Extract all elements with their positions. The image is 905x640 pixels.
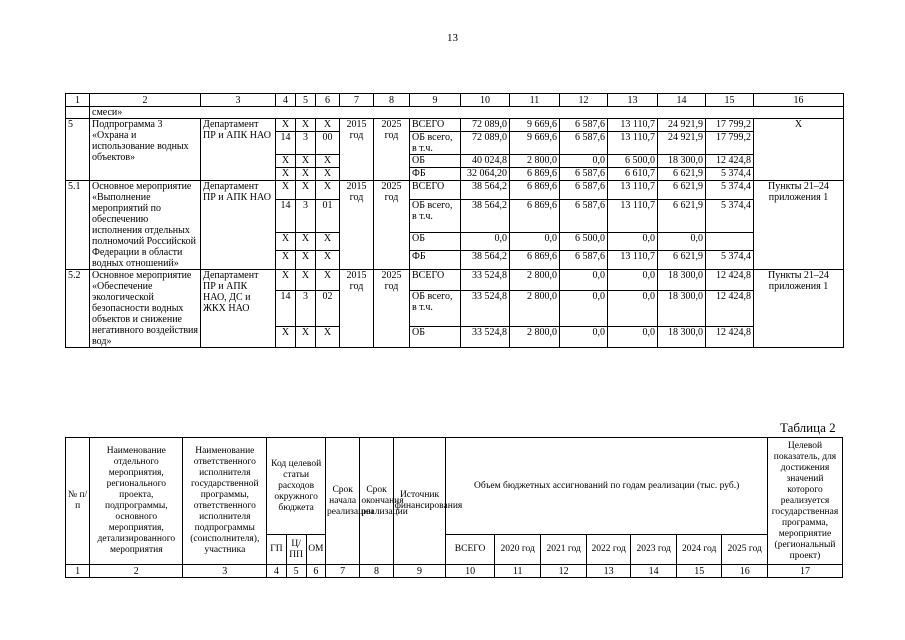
budget-value: 2 800,0 [510,327,560,348]
row-number: 5.1 [66,181,90,270]
column-number: 13 [586,565,631,578]
budget-value: 6 587,6 [560,181,608,200]
column-number: 9 [410,94,461,107]
code-gp: Х [276,232,296,251]
funding-source: ВСЕГО [410,119,461,132]
column-number: 4 [267,565,286,578]
start-year: 2015 год [340,181,374,270]
budget-value: 0,0 [560,270,608,291]
column-number: 5 [286,565,306,578]
table-2-header [65,437,843,578]
budget-value: 6 610,7 [608,168,658,181]
code-om: Х [316,270,340,291]
table-row [66,119,844,132]
budget-value: 13 110,7 [608,181,658,200]
budget-table [65,93,844,348]
budget-value: 38 564,2 [461,181,510,200]
budget-value: 12 424,8 [706,155,754,168]
table-row [66,270,844,291]
budget-value: 13 110,7 [608,199,658,232]
row-number: 5.2 [66,270,90,348]
funding-source: ВСЕГО [410,270,461,291]
col-target-header: Целевой показатель, для достижения значений которого реализуется государственная программа, мероприятие (региональный проект) [767,438,842,565]
column-number: 7 [340,94,374,107]
budget-value: 0,0 [510,232,560,251]
budget-value: 33 524,8 [461,327,510,348]
row-number: 5 [66,119,90,181]
column-number: 6 [306,565,325,578]
code-gp: 14 [276,290,296,327]
funding-source: ВСЕГО [410,181,461,200]
col-total-header: ВСЕГО [446,535,495,565]
code-gp: 14 [276,132,296,155]
column-number: 14 [631,565,677,578]
column-number: 12 [541,565,587,578]
budget-value: 6 587,6 [560,199,608,232]
column-number: 12 [560,94,608,107]
funding-source: ОБ [410,232,461,251]
budget-value: 33 524,8 [461,270,510,291]
budget-value: 13 110,7 [608,119,658,132]
col-volume-header: Объем бюджетных ассигнований по годам реализации (тыс. руб.) [446,438,768,535]
table-row [66,181,844,200]
column-number: 15 [676,565,722,578]
empty-cell [66,107,90,119]
budget-value: 12 424,8 [706,290,754,327]
budget-value: 32 064,20 [461,168,510,181]
code-gp: Х [276,251,296,270]
table2-caption: Таблица 2 [780,420,836,435]
col-gp-header: ГП [267,535,286,565]
code-om: Х [316,251,340,270]
code-cpp: Х [296,181,316,200]
code-cpp: 3 [296,132,316,155]
code-gp: Х [276,168,296,181]
budget-value: 0,0 [608,290,658,327]
start-year: 2015 год [340,119,374,181]
measure-name: Основное мероприятие «Выполнение мероприятий по обеспечению исполнения отдельных полномочий Российской Федерации в области водных отношений» [90,181,201,270]
col-executor-header: Наименование ответственного исполнителя государственной программы, ответственного исполнителя подпрограммы (соисполнителя), участника [183,438,267,565]
code-om: 00 [316,132,340,155]
code-cpp: Х [296,168,316,181]
column-number: 4 [276,94,296,107]
end-year: 2025 год [374,119,410,181]
budget-value: 0,0 [608,270,658,291]
budget-value: 13 110,7 [608,251,658,270]
column-number: 1 [66,94,90,107]
column-number: 15 [706,94,754,107]
column-number: 1 [66,565,90,578]
budget-value: 6 587,6 [560,251,608,270]
budget-value: 38 564,2 [461,251,510,270]
column-number: 5 [296,94,316,107]
budget-value: 18 300,0 [658,270,706,291]
executor: Департамент ПР и АПК НАО, ДС и ЖКХ НАО [201,270,276,348]
funding-source: ФБ [410,168,461,181]
start-year: 2015 год [340,270,374,348]
column-number: 9 [393,565,446,578]
column-number: 7 [325,565,359,578]
budget-value [706,232,754,251]
budget-value: 24 921,9 [658,132,706,155]
code-om: Х [316,181,340,200]
code-om: 02 [316,290,340,327]
budget-value: 6 869,6 [510,251,560,270]
column-number: 17 [767,565,842,578]
measure-name: Подпрограмма 3 «Охрана и использование водных объектов» [90,119,201,181]
column-number: 2 [90,94,201,107]
target-reference: Пункты 21–24 приложения 1 [754,181,844,270]
budget-value: 6 500,0 [560,232,608,251]
page-number: 13 [447,32,458,44]
budget-value: 9 669,6 [510,132,560,155]
column-number: 3 [201,94,276,107]
budget-value: 5 374,4 [706,181,754,200]
column-number: 8 [360,565,393,578]
budget-value: 6 587,6 [560,168,608,181]
column-number: 10 [461,94,510,107]
budget-value: 12 424,8 [706,327,754,348]
funding-source: ОБ [410,327,461,348]
column-number: 16 [754,94,844,107]
funding-source: ОБ [410,155,461,168]
column-number: 16 [722,565,768,578]
col-year-header: 2025 год [722,535,768,565]
budget-value: 0,0 [560,155,608,168]
code-om: Х [316,232,340,251]
col-cpp-header: Ц/ПП [286,535,306,565]
budget-value: 5 374,4 [706,168,754,181]
budget-value: 72 089,0 [461,119,510,132]
col-num-header: № п/п [66,438,90,565]
budget-value: 9 669,6 [510,119,560,132]
code-gp: Х [276,270,296,291]
budget-value: 13 110,7 [608,132,658,155]
budget-value: 6 500,0 [608,155,658,168]
column-number: 13 [608,94,658,107]
continuation-text: смеси» [90,107,844,119]
col-start-header: Срок начала реализации [325,438,359,565]
code-om: Х [316,168,340,181]
code-cpp: Х [296,119,316,132]
budget-value: 24 921,9 [658,119,706,132]
funding-source: ФБ [410,251,461,270]
col-source-header: Источник финансирования [393,438,446,565]
code-om: Х [316,327,340,348]
budget-value: 72 089,0 [461,132,510,155]
code-gp: Х [276,119,296,132]
code-cpp: 3 [296,199,316,232]
budget-value: 18 300,0 [658,327,706,348]
col-year-header: 2024 год [676,535,722,565]
budget-value: 5 374,4 [706,199,754,232]
col-name-header: Наименование отдельного мероприятия, регионального проекта, подпрограммы, основного мероприятия, детализированного мероприятия [90,438,183,565]
budget-value: 17 799,2 [706,132,754,155]
code-cpp: Х [296,232,316,251]
executor: Департамент ПР и АПК НАО [201,119,276,181]
col-year-header: 2023 год [631,535,677,565]
column-number: 14 [658,94,706,107]
budget-value: 6 587,6 [560,119,608,132]
budget-value: 0,0 [560,327,608,348]
code-cpp: 3 [296,290,316,327]
col-year-header: 2021 год [541,535,587,565]
funding-source: ОБ всего, в т.ч. [410,132,461,155]
funding-source: ОБ всего, в т.ч. [410,290,461,327]
code-cpp: Х [296,327,316,348]
budget-value: 5 374,4 [706,251,754,270]
budget-value: 0,0 [658,232,706,251]
budget-value: 6 621,9 [658,181,706,200]
code-cpp: Х [296,270,316,291]
budget-value: 18 300,0 [658,290,706,327]
col-year-header: 2020 год [494,535,541,565]
end-year: 2025 год [374,270,410,348]
col-end-header: Срок окончания реализации [360,438,393,565]
budget-value: 2 800,0 [510,290,560,327]
code-gp: Х [276,155,296,168]
budget-value: 6 587,6 [560,132,608,155]
budget-value: 6 869,6 [510,168,560,181]
continuation-row [66,107,844,119]
code-gp: 14 [276,199,296,232]
col-year-header: 2022 год [586,535,631,565]
column-number-row [66,94,844,107]
target-reference: Х [754,119,844,181]
budget-value: 6 621,9 [658,168,706,181]
target-reference: Пункты 21–24 приложения 1 [754,270,844,348]
column-number: 11 [494,565,541,578]
code-om: 01 [316,199,340,232]
code-gp: Х [276,181,296,200]
budget-value: 40 024,8 [461,155,510,168]
budget-value: 0,0 [608,232,658,251]
code-om: Х [316,119,340,132]
column-number: 10 [446,565,495,578]
budget-value: 17 799,2 [706,119,754,132]
budget-value: 2 800,0 [510,270,560,291]
budget-value: 0,0 [461,232,510,251]
code-om: Х [316,155,340,168]
code-cpp: Х [296,155,316,168]
column-number: 6 [316,94,340,107]
column-number: 8 [374,94,410,107]
budget-value: 0,0 [560,290,608,327]
budget-value: 38 564,2 [461,199,510,232]
budget-value: 6 869,6 [510,199,560,232]
column-number: 11 [510,94,560,107]
budget-value: 6 869,6 [510,181,560,200]
code-gp: Х [276,327,296,348]
budget-value: 0,0 [608,327,658,348]
code-cpp: Х [296,251,316,270]
col-code-header: Код целевой статьи расходов окружного бюджета [267,438,326,535]
budget-value: 6 621,9 [658,199,706,232]
funding-source: ОБ всего, в т.ч. [410,199,461,232]
budget-value: 18 300,0 [658,155,706,168]
end-year: 2025 год [374,181,410,270]
column-number: 2 [90,565,183,578]
budget-value: 6 621,9 [658,251,706,270]
measure-name: Основное мероприятие «Обеспечение экологической безопасности водных объектов и снижение негативного воздействия вод» [90,270,201,348]
budget-value: 12 424,8 [706,270,754,291]
executor: Департамент ПР и АПК НАО [201,181,276,270]
budget-value: 2 800,0 [510,155,560,168]
col-om-header: ОМ [306,535,325,565]
budget-value: 33 524,8 [461,290,510,327]
column-number: 3 [183,565,267,578]
